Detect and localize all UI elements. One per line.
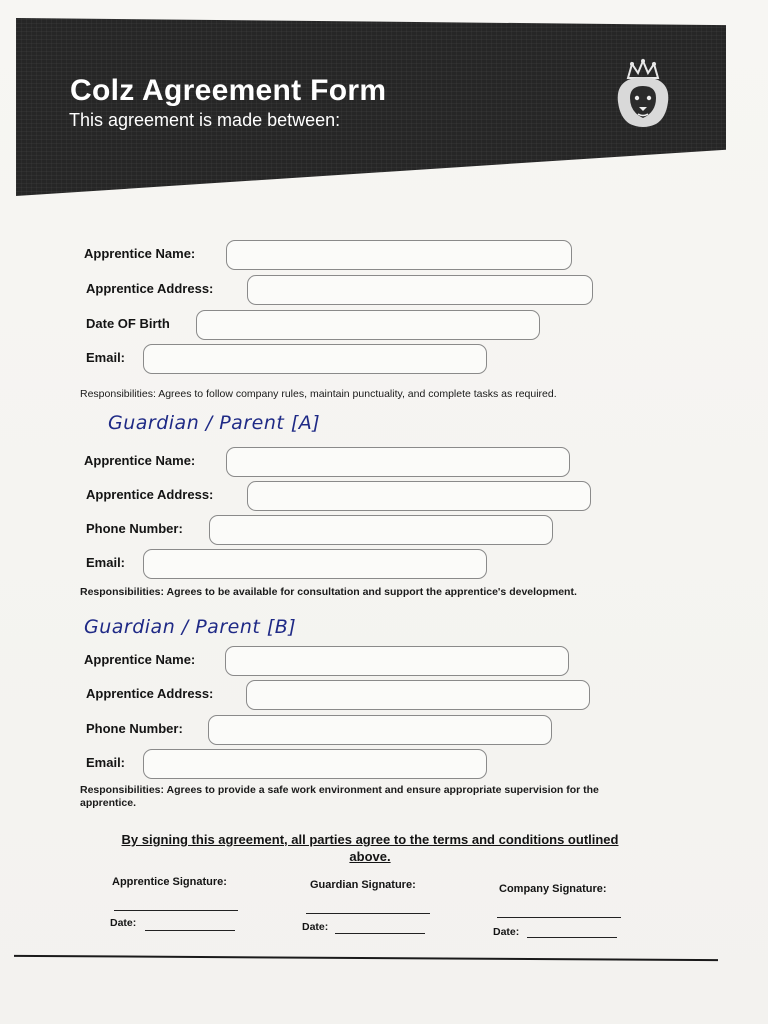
apprentice-date-line[interactable]: [145, 930, 235, 931]
company-signature-label: Company Signature:: [499, 883, 607, 895]
apprentice-signature-label: Apprentice Signature:: [112, 876, 227, 888]
apprentice-name-label: Apprentice Name:: [84, 246, 196, 261]
apprentice-address-label: Apprentice Address:: [86, 281, 214, 296]
apprentice-date-label: Date:: [110, 917, 137, 929]
guardian-a-phone-field[interactable]: [209, 515, 553, 545]
lion-with-crown-logo: [608, 58, 678, 130]
guardian-b-phone-label: Phone Number:: [86, 721, 183, 736]
guardian-a-email-label: Email:: [86, 555, 126, 570]
apprentice-name-field[interactable]: [226, 240, 572, 270]
company-signature-line[interactable]: [497, 917, 621, 918]
guardian-a-handwritten-heading: Guardian / Parent [A]: [108, 412, 321, 434]
guardian-signature-label: Guardian Signature:: [310, 879, 416, 891]
guardian-b-handwritten-heading: Guardian / Parent [B]: [84, 616, 297, 638]
signing-statement: By signing this agreement, all parties agree to the terms and conditions outlined above.: [121, 832, 619, 864]
company-date-label: Date:: [493, 926, 520, 938]
apprentice-responsibilities: Responsibilities: Agrees to follow company rules, maintain punctuality, and complete tasks as required.: [80, 388, 557, 400]
guardian-a-name-label: Apprentice Name:: [84, 453, 196, 468]
guardian-b-name-field[interactable]: [225, 646, 569, 676]
guardian-date-label: Date:: [302, 921, 329, 933]
guardian-a-address-field[interactable]: [247, 481, 591, 511]
form-title: Colz Agreement Form: [70, 74, 387, 107]
apprentice-signature-line[interactable]: [114, 910, 238, 911]
date-of-birth-label: Date OF Birth: [86, 316, 170, 331]
apprentice-email-field[interactable]: [143, 344, 487, 374]
guardian-b-address-label: Apprentice Address:: [86, 686, 214, 701]
apprentice-email-label: Email:: [86, 350, 126, 365]
bottom-divider: [14, 955, 718, 961]
guardian-b-address-field[interactable]: [246, 680, 590, 710]
apprentice-address-field[interactable]: [247, 275, 593, 305]
guardian-a-name-field[interactable]: [226, 447, 570, 477]
date-of-birth-field[interactable]: [196, 310, 540, 340]
company-date-line[interactable]: [527, 937, 617, 938]
guardian-b-email-field[interactable]: [143, 749, 487, 779]
guardian-b-name-label: Apprentice Name:: [84, 652, 196, 667]
guardian-date-line[interactable]: [335, 933, 425, 934]
guardian-b-email-label: Email:: [86, 755, 126, 770]
form-subtitle: This agreement is made between:: [69, 110, 341, 130]
guardian-b-phone-field[interactable]: [208, 715, 552, 745]
guardian-a-address-label: Apprentice Address:: [86, 487, 214, 502]
guardian-signature-line[interactable]: [306, 913, 430, 914]
guardian-a-phone-label: Phone Number:: [86, 521, 183, 536]
guardian-a-email-field[interactable]: [143, 549, 487, 579]
guardian-b-responsibilities: Responsibilities: Agrees to provide a safe work environment and ensure appropriate supervision for the apprentice.: [80, 784, 599, 809]
guardian-a-responsibilities: Responsibilities: Agrees to be available for consultation and support the apprentice's development.: [80, 586, 577, 598]
